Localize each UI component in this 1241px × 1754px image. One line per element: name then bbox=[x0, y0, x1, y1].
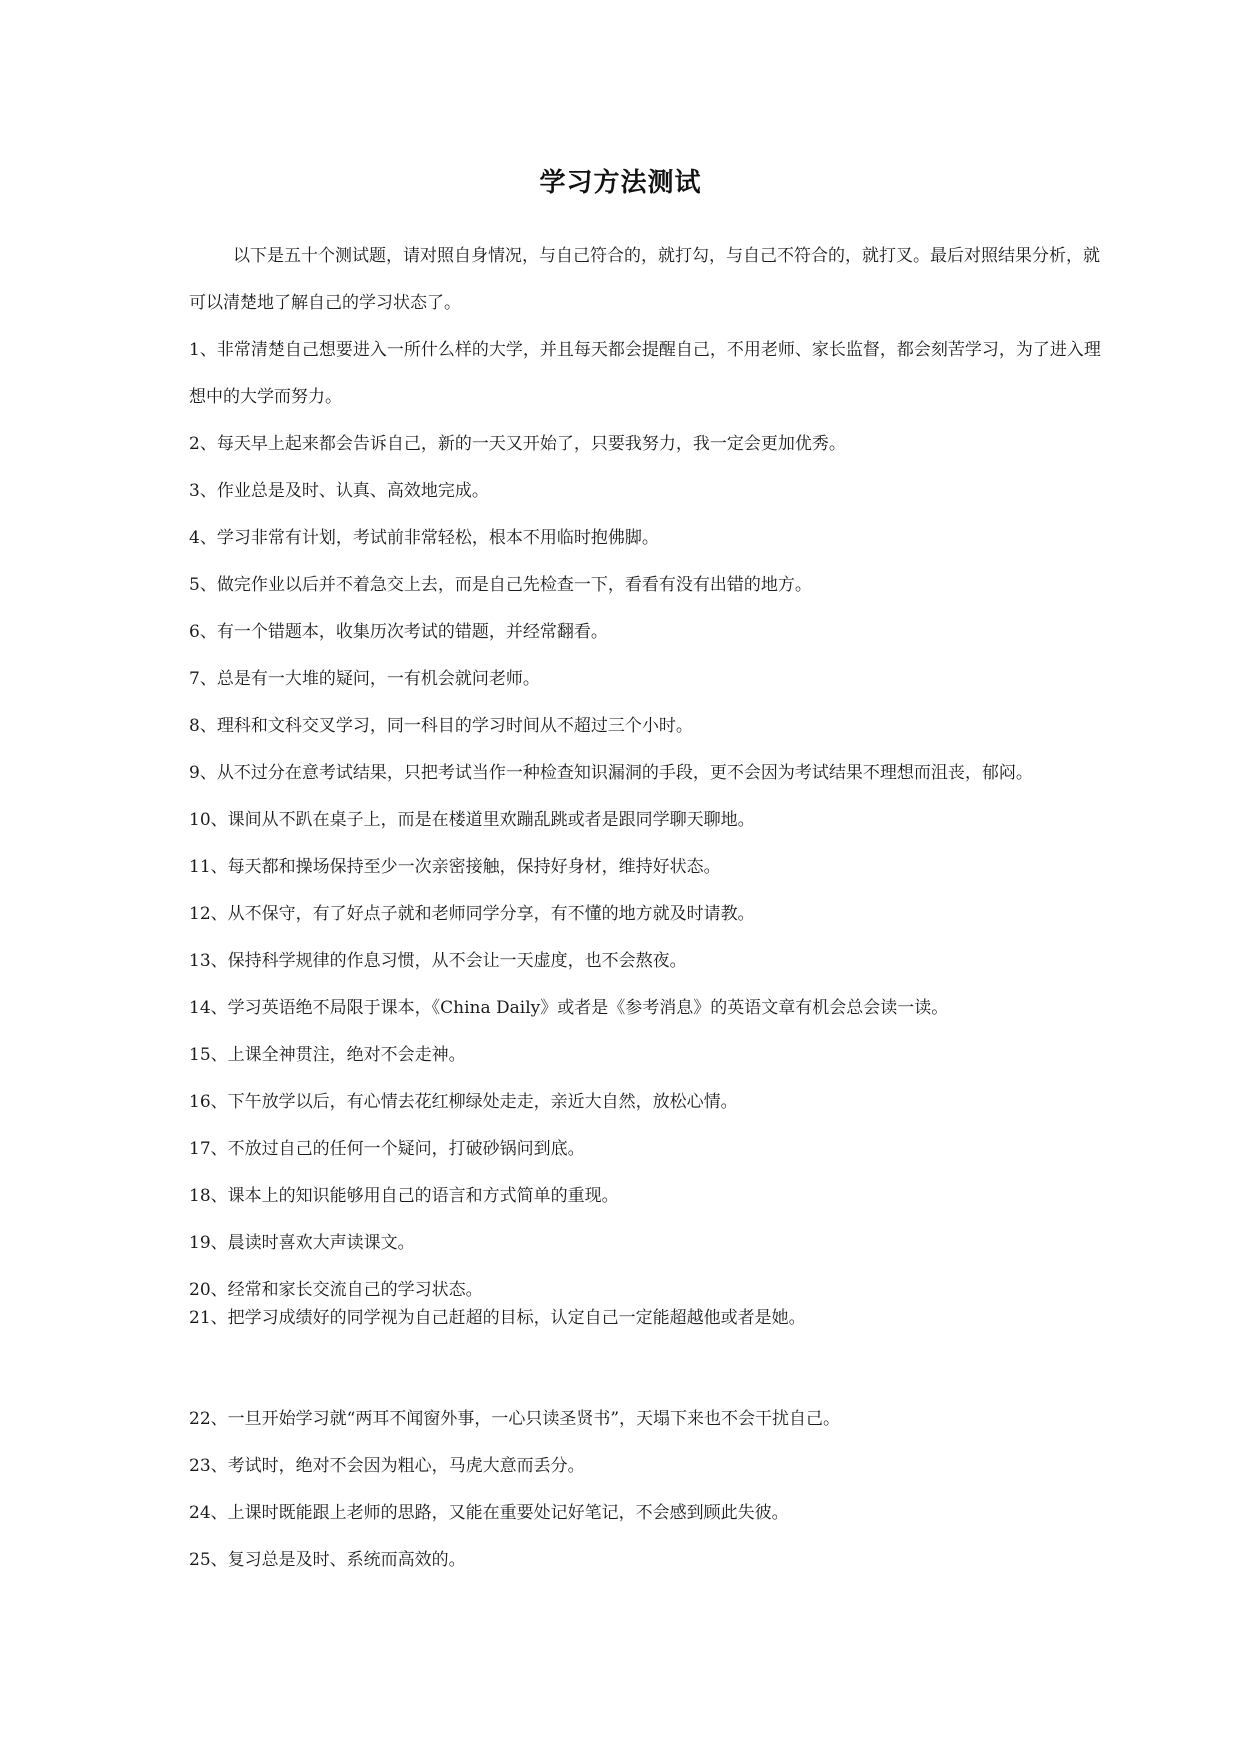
list-item: 15、上课全神贯注，绝对不会走神。 bbox=[189, 1045, 466, 1065]
list-item: 7、总是有一大堆的疑问，一有机会就问老师。 bbox=[189, 669, 540, 689]
list-item: 9、从不过分在意考试结果，只把考试当作一种检查知识漏洞的手段，更不会因为考试结果不理想而沮丧，郁闷。 bbox=[189, 763, 1033, 783]
intro-paragraph: 以下是五十个测试题，请对照自身情况，与自己符合的，就打勾，与自己不符合的，就打叉。最后对照结果分析，就可以清楚地了解自己的学习状态了。 bbox=[189, 246, 1100, 313]
list-item: 16、下午放学以后，有心情去花红柳绿处走走，亲近大自然，放松心情。 bbox=[189, 1092, 738, 1112]
list-item: 20、经常和家长交流自己的学习状态。 bbox=[189, 1280, 483, 1300]
list-item: 13、保持科学规律的作息习惯，从不会让一天虚度，也不会熬夜。 bbox=[189, 951, 687, 971]
list-item: 25、复习总是及时、系统而高效的。 bbox=[189, 1550, 466, 1570]
list-item: 2、每天早上起来都会告诉自己，新的一天又开始了，只要我努力，我一定会更加优秀。 bbox=[189, 434, 846, 454]
list-item: 1、非常清楚自己想要进入一所什么样的大学，并且每天都会提醒自己，不用老师、家长监督，都会刻苦学习，为了进入理想中的大学而努力。 bbox=[189, 340, 1101, 407]
list-item: 14、学习英语绝不局限于课本，《China Daily》或者是《参考消息》的英语文章有机会总会读一读。 bbox=[189, 998, 949, 1018]
list-item: 12、从不保守，有了好点子就和老师同学分享，有不懂的地方就及时请教。 bbox=[189, 904, 755, 924]
list-item: 3、作业总是及时、认真、高效地完成。 bbox=[189, 481, 489, 501]
list-item: 17、不放过自己的任何一个疑问，打破砂锅问到底。 bbox=[189, 1139, 585, 1159]
list-item: 18、课本上的知识能够用自己的语言和方式简单的重现。 bbox=[189, 1186, 619, 1206]
list-item: 19、晨读时喜欢大声读课文。 bbox=[189, 1233, 415, 1253]
list-item: 5、做完作业以后并不着急交上去，而是自己先检查一下，看看有没有出错的地方。 bbox=[189, 575, 812, 595]
page-title: 学习方法测试 bbox=[539, 168, 702, 198]
list-item: 22、一旦开始学习就“两耳不闻窗外事，一心只读圣贤书”，天塌下来也不会干扰自己。 bbox=[189, 1409, 841, 1429]
list-item: 21、把学习成绩好的同学视为自己赶超的目标，认定自己一定能超越他或者是她。 bbox=[189, 1308, 806, 1328]
list-item: 23、考试时，绝对不会因为粗心，马虎大意而丢分。 bbox=[189, 1456, 585, 1476]
list-item: 4、学习非常有计划，考试前非常轻松，根本不用临时抱佛脚。 bbox=[189, 528, 659, 548]
list-item: 6、有一个错题本，收集历次考试的错题，并经常翻看。 bbox=[189, 622, 608, 642]
blank-space bbox=[189, 1332, 1109, 1396]
list-item: 11、每天都和操场保持至少一次亲密接触，保持好身材，维持好状态。 bbox=[189, 857, 721, 877]
list-item: 8、理科和文科交叉学习，同一科目的学习时间从不超过三个小时。 bbox=[189, 716, 693, 736]
list-item: 10、课间从不趴在桌子上，而是在楼道里欢蹦乱跳或者是跟同学聊天聊地。 bbox=[189, 810, 755, 830]
list-item: 24、上课时既能跟上老师的思路，又能在重要处记好笔记，不会感到顾此失彼。 bbox=[189, 1503, 789, 1523]
document-body bbox=[189, 233, 1109, 1584]
